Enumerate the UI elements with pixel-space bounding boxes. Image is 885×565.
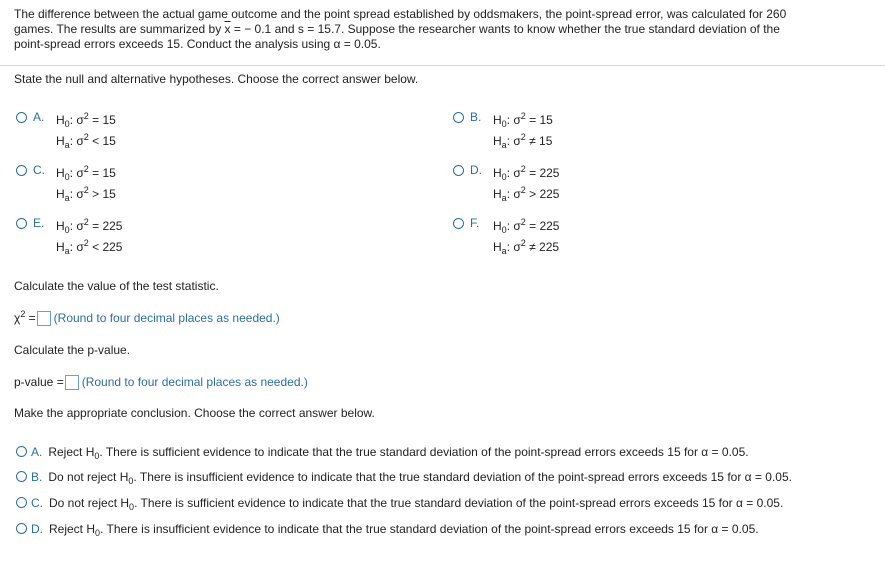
alt-value: > 225	[525, 187, 560, 201]
h-sub-0: 0	[129, 502, 135, 512]
conclusion-option[interactable]	[16, 445, 749, 459]
null-hypothesis	[493, 219, 559, 233]
h-sub-a: a	[64, 246, 70, 256]
conclusion-decision: Reject H	[48, 445, 95, 459]
squared: 2	[520, 238, 526, 248]
option-letter: F.	[470, 216, 480, 230]
problem-statement	[14, 7, 872, 52]
h-sub-0: 0	[64, 225, 70, 235]
radio-button[interactable]	[453, 112, 464, 123]
null-hypothesis	[56, 219, 122, 233]
pvalue-hint: (Round to four decimal places as needed.)	[81, 375, 308, 389]
alt-value: ≠ 225	[525, 240, 560, 254]
h-sub-0: 0	[95, 528, 101, 538]
alt-value: ≠ 15	[525, 134, 553, 148]
option-letter: E.	[33, 216, 45, 230]
conclusion-text: . There is sufficient evidence to indicate that the true standard deviation of the point-spread errors exceeds 15 for α = 0.05.	[134, 496, 784, 510]
squared: 2	[83, 111, 89, 121]
pvalue-input[interactable]	[65, 375, 79, 390]
null-value: = 225	[525, 166, 560, 180]
null-hypothesis	[56, 113, 116, 127]
chi-symbol: χ	[14, 311, 21, 325]
alt-hypothesis	[493, 187, 559, 201]
radio-button[interactable]	[16, 112, 27, 123]
h-sub-0: 0	[501, 172, 507, 182]
null-value: = 225	[88, 219, 123, 233]
squared: 2	[83, 132, 89, 142]
option-letter: D.	[470, 163, 482, 177]
squared: 2	[520, 111, 526, 121]
h-sub-0: 0	[128, 476, 134, 486]
radio-button[interactable]	[16, 218, 27, 229]
conclusion-option[interactable]	[16, 470, 792, 484]
h-sub-0: 0	[501, 119, 507, 129]
pvalue-label: p-value =	[14, 375, 64, 389]
hypothesis-option[interactable]	[453, 164, 653, 204]
radio-button[interactable]	[16, 165, 27, 176]
null-hypothesis	[493, 166, 559, 180]
hypothesis-option[interactable]	[16, 217, 216, 257]
problem-line-3: point-spread errors exceeds 15. Conduct the analysis using α = 0.05.	[14, 37, 381, 51]
option-letter: A.	[33, 110, 45, 124]
sigma: : σ	[69, 187, 84, 201]
problem-line-2-pre: games. The results are summarized by	[14, 22, 225, 36]
h-letter: H	[493, 134, 502, 148]
conclusion-option[interactable]	[16, 522, 759, 536]
null-value: = 15	[88, 166, 116, 180]
squared: 2	[83, 164, 89, 174]
null-value: = 15	[88, 113, 116, 127]
conclusion-decision: Do not reject H	[49, 496, 130, 510]
radio-button[interactable]	[16, 471, 27, 482]
pvalue-row	[14, 375, 308, 390]
alt-hypothesis	[56, 187, 116, 201]
h-letter: H	[493, 240, 502, 254]
h-sub-a: a	[501, 246, 507, 256]
h-sub-0: 0	[501, 225, 507, 235]
radio-button[interactable]	[16, 497, 27, 508]
hypothesis-option[interactable]	[453, 217, 653, 257]
problem-line-2	[14, 22, 872, 37]
squared: 2	[83, 185, 89, 195]
alt-value: < 15	[88, 134, 116, 148]
squared: 2	[83, 238, 89, 248]
null-value: = 15	[525, 113, 553, 127]
h-sub-a: a	[64, 193, 70, 203]
sigma: : σ	[506, 113, 521, 127]
alt-value: < 225	[88, 240, 123, 254]
sigma: : σ	[69, 166, 84, 180]
h-sub-0: 0	[64, 119, 70, 129]
h-letter: H	[56, 113, 65, 127]
hypothesis-option[interactable]	[453, 111, 653, 151]
alt-value: > 15	[88, 187, 116, 201]
sigma: : σ	[506, 219, 521, 233]
h-sub-a: a	[501, 193, 507, 203]
problem-line-2-post: = − 0.1 and s = 15.7. Suppose the researcher wants to know whether the true standard deviation of the	[230, 22, 780, 36]
h-letter: H	[56, 187, 65, 201]
conclusion-text: . There is sufficient evidence to indicate that the true standard deviation of the point-spread errors exceeds 15 for α = 0.05.	[99, 445, 749, 459]
conclusion-option[interactable]	[16, 496, 783, 510]
sigma: : σ	[69, 240, 84, 254]
squared: 2	[520, 132, 526, 142]
sigma: : σ	[506, 166, 521, 180]
h-letter: H	[493, 113, 502, 127]
divider	[0, 65, 885, 66]
radio-button[interactable]	[453, 165, 464, 176]
h-sub-0: 0	[64, 172, 70, 182]
chi-equals: =	[25, 311, 36, 325]
hypotheses-prompt: State the null and alternative hypotheses. Choose the correct answer below.	[14, 72, 419, 86]
h-letter: H	[493, 187, 502, 201]
squared: 2	[83, 217, 89, 227]
sigma: : σ	[506, 187, 521, 201]
null-hypothesis	[56, 166, 116, 180]
option-letter: C.	[33, 163, 45, 177]
option-letter: B.	[470, 110, 482, 124]
sigma: : σ	[69, 219, 84, 233]
null-hypothesis	[493, 113, 553, 127]
hypothesis-option[interactable]	[16, 164, 216, 204]
alt-hypothesis	[56, 240, 122, 254]
option-letter: D.	[31, 522, 43, 536]
conclusion-prompt: Make the appropriate conclusion. Choose the correct answer below.	[14, 406, 375, 420]
squared: 2	[520, 185, 526, 195]
squared: 2	[520, 164, 526, 174]
h-letter: H	[493, 166, 502, 180]
radio-button[interactable]	[16, 523, 27, 534]
test-statistic-row	[14, 311, 280, 326]
conclusion-text: . There is insufficient evidence to indicate that the true standard deviation of the point-spread errors exceeds 15 for α = 0.05.	[100, 522, 759, 536]
conclusion-text: . There is insufficient evidence to indicate that the true standard deviation of the point-spread errors exceeds 15 for α = 0.05.	[133, 470, 792, 484]
alt-hypothesis	[56, 134, 116, 148]
chi-square: 2	[20, 309, 26, 319]
option-letter: B.	[31, 470, 43, 484]
test-statistic-input[interactable]	[37, 311, 51, 326]
hypothesis-option[interactable]	[16, 111, 216, 151]
sigma: : σ	[506, 134, 521, 148]
test-statistic-prompt: Calculate the value of the test statistic.	[14, 279, 219, 293]
h-letter: H	[56, 166, 65, 180]
xbar-symbol: $\overline{x}$	[224, 22, 231, 36]
h-letter: H	[56, 134, 65, 148]
problem-line-1: The difference between the actual game outcome and the point spread established by oddsmakers, the point-spread error, was calculated for 260	[14, 7, 787, 21]
conclusion-decision: Do not reject H	[48, 470, 129, 484]
alt-hypothesis	[493, 134, 552, 148]
alt-hypothesis	[493, 240, 559, 254]
radio-button[interactable]	[453, 218, 464, 229]
option-letter: A.	[31, 445, 43, 459]
h-sub-a: a	[64, 140, 70, 150]
h-letter: H	[493, 219, 502, 233]
sigma: : σ	[69, 134, 84, 148]
radio-button[interactable]	[16, 446, 27, 457]
pvalue-prompt: Calculate the p-value.	[14, 343, 131, 357]
option-letter: C.	[31, 496, 43, 510]
h-sub-0: 0	[94, 451, 100, 461]
null-value: = 225	[525, 219, 560, 233]
sigma: : σ	[69, 113, 84, 127]
conclusion-decision: Reject H	[49, 522, 96, 536]
test-statistic-hint: (Round to four decimal places as needed.)	[53, 311, 280, 325]
h-letter: H	[56, 240, 65, 254]
h-sub-a: a	[501, 140, 507, 150]
h-letter: H	[56, 219, 65, 233]
sigma: : σ	[506, 240, 521, 254]
squared: 2	[520, 217, 526, 227]
